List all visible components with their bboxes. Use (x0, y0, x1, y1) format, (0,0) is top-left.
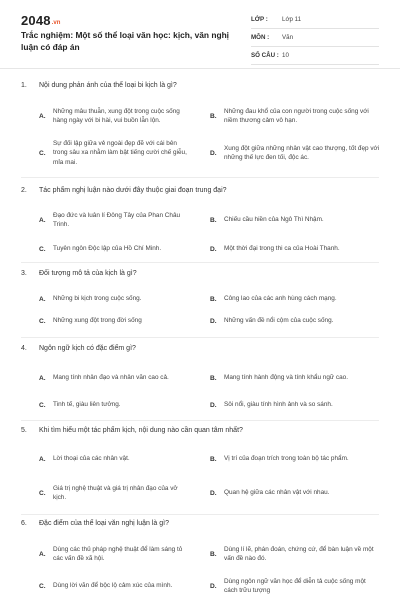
option-text: Những xung đột trong đời sống (53, 317, 142, 325)
option-text: Lời thoại của các nhân vật. (53, 455, 130, 463)
option-b[interactable] (210, 445, 380, 473)
question-text: Khi tìm hiểu một tác phẩm kịch, nội dung nào cần quan tâm nhất? (39, 427, 243, 434)
question-text: Tác phẩm nghị luận nào dưới đây thuộc giai đoạn trung đại? (39, 187, 227, 194)
option-c[interactable] (39, 397, 192, 413)
option-c[interactable] (39, 479, 192, 507)
option-letter: D. (210, 582, 217, 590)
option-text: Sự đối lập giữa vẻ ngoài đẹp đẽ với cái bên trong sâu xa nhằm làm bật tiếng cười chế giễu, mỉa mai. (53, 139, 187, 166)
option-letter: B. (210, 112, 217, 120)
option-letter: C. (39, 401, 46, 409)
option-c[interactable] (39, 241, 192, 257)
question-divider (21, 337, 379, 338)
quiz-header (0, 0, 400, 69)
option-letter: A. (39, 374, 46, 382)
site-logo[interactable] (21, 12, 60, 28)
question-stem (21, 187, 227, 194)
option-text: Một thời đại trong thi ca của Hoài Thanh. (224, 245, 340, 253)
option-text: Sôi nổi, giàu tính hình ảnh và so sánh. (224, 401, 333, 409)
meta-label: SỐ CÂU : (251, 52, 279, 59)
option-text: Mang tính nhân đạo và nhân văn cao cả. (53, 374, 169, 382)
option-letter: A. (39, 455, 46, 463)
question-stem (21, 270, 137, 277)
option-a[interactable] (39, 364, 192, 392)
option-letter: A. (39, 216, 46, 224)
option-text: Dùng các thủ pháp nghệ thuật để làm sáng tỏ các vấn đề xã hội. (53, 545, 183, 562)
option-a[interactable] (39, 540, 192, 568)
option-text: Xung đột giữa những nhân vật cao thượng, tốt đẹp với những thế lực đen tối, độc ác. (224, 144, 380, 161)
option-letter: C. (39, 245, 46, 253)
option-letter: D. (210, 149, 217, 157)
meta-label: MÔN : (251, 34, 270, 41)
option-c[interactable] (39, 313, 192, 329)
option-text: Chiếu cầu hiền của Ngô Thì Nhậm. (224, 216, 324, 224)
option-letter: A. (39, 295, 46, 303)
option-text: Công lao của các anh hùng cách mạng. (224, 295, 337, 303)
option-text: Vị trí của đoạn trích trong toàn bộ tác phẩm. (224, 455, 349, 463)
meta-label: LỚP : (251, 16, 268, 23)
option-letter: C. (39, 149, 46, 157)
option-b[interactable] (210, 364, 380, 392)
option-b[interactable] (210, 102, 380, 130)
option-text: Dùng lí lẽ, phán đoán, chứng cứ, để bàn luận về một vấn đề nào đó. (224, 545, 374, 562)
option-letter: B. (210, 374, 217, 382)
option-letter: A. (39, 112, 46, 120)
question-stem (21, 427, 243, 434)
option-text: Những đau khổ của con người trong cuộc sống với niềm thương cảm vô hạn. (224, 107, 369, 124)
option-letter: D. (210, 401, 217, 409)
quiz-title: Trắc nghiệm: Một số thể loại văn học: kịch, văn nghị luận có đáp án (21, 30, 230, 52)
option-d[interactable] (210, 137, 380, 169)
meta-value: 10 (282, 52, 289, 59)
option-text: Tinh tế, giàu liên tưởng. (53, 401, 121, 409)
option-a[interactable] (39, 291, 192, 307)
option-b[interactable] (210, 291, 380, 307)
option-a[interactable] (39, 102, 192, 130)
option-letter: C. (39, 582, 46, 590)
logo-main-text: 2048 (21, 13, 51, 28)
option-letter: D. (210, 317, 217, 325)
option-text: Đạo đức và luân lí Đông Tây của Phan Châu Trinh. (53, 211, 181, 228)
question-number: 2. (21, 187, 27, 194)
question-text: Nội dung phản ánh của thể loại bi kịch là gì? (39, 82, 177, 89)
option-letter: D. (210, 245, 217, 253)
option-text: Dùng lời văn để bộc lộ cảm xúc của mình. (53, 582, 173, 590)
option-text: Dùng ngôn ngữ văn học để diễn tả cuộc sống một cách trữu tượng (224, 577, 366, 594)
meta-row-count (251, 47, 379, 65)
question-number: 1. (21, 82, 27, 89)
quiz-meta-table (251, 11, 379, 65)
meta-value: Văn (282, 34, 294, 41)
option-letter: D. (210, 489, 217, 497)
question-divider (21, 420, 379, 421)
option-d[interactable] (210, 313, 380, 329)
meta-row-class (251, 11, 379, 29)
meta-row-subject (251, 29, 379, 47)
option-text: Những mâu thuẫn, xung đột trong cuộc sống hàng ngày với bi hài, vui buồn lẫn lộn. (53, 107, 180, 124)
option-c[interactable] (39, 137, 192, 169)
option-letter: C. (39, 317, 46, 325)
question-number: 6. (21, 520, 27, 527)
option-d[interactable] (210, 479, 380, 507)
question-number: 5. (21, 427, 27, 434)
option-text: Những bi kịch trong cuộc sống. (53, 295, 142, 303)
option-letter: B. (210, 455, 217, 463)
question-stem (21, 345, 136, 352)
option-d[interactable] (210, 241, 380, 257)
question-divider (21, 262, 379, 263)
option-d[interactable] (210, 575, 380, 597)
option-letter: B. (210, 295, 217, 303)
logo-domain-text: .vn (51, 20, 61, 26)
question-text: Ngôn ngữ kịch có đặc điểm gì? (39, 345, 136, 352)
question-text: Đối tượng mô tả của kịch là gì? (39, 270, 137, 277)
question-stem (21, 82, 177, 89)
option-d[interactable] (210, 397, 380, 413)
question-number: 3. (21, 270, 27, 277)
option-text: Quan hệ giữa các nhân vật với nhau. (224, 489, 330, 497)
option-a[interactable] (39, 445, 192, 473)
option-text: Tuyên ngôn Độc lập của Hồ Chí Minh. (53, 245, 162, 253)
option-c[interactable] (39, 575, 192, 597)
question-text: Đặc điểm của thể loại văn nghị luận là gì? (39, 520, 169, 527)
option-b[interactable] (210, 206, 380, 234)
option-b[interactable] (210, 540, 380, 568)
option-text: Những vấn đề nổi cộm của cuộc sống. (224, 317, 334, 325)
option-letter: C. (39, 489, 46, 497)
option-letter: B. (210, 550, 217, 558)
question-number: 4. (21, 345, 27, 352)
option-letter: B. (210, 216, 217, 224)
question-stem (21, 520, 169, 527)
option-text: Mang tính hành động và tính khẩu ngữ cao. (224, 374, 349, 382)
question-divider (21, 177, 379, 178)
option-text: Giá trị nghệ thuật và giá trị nhân đạo của vở kịch. (53, 484, 178, 501)
option-a[interactable] (39, 206, 192, 234)
option-letter: A. (39, 550, 46, 558)
question-divider (21, 514, 379, 515)
meta-value: Lớp 11 (282, 16, 302, 23)
